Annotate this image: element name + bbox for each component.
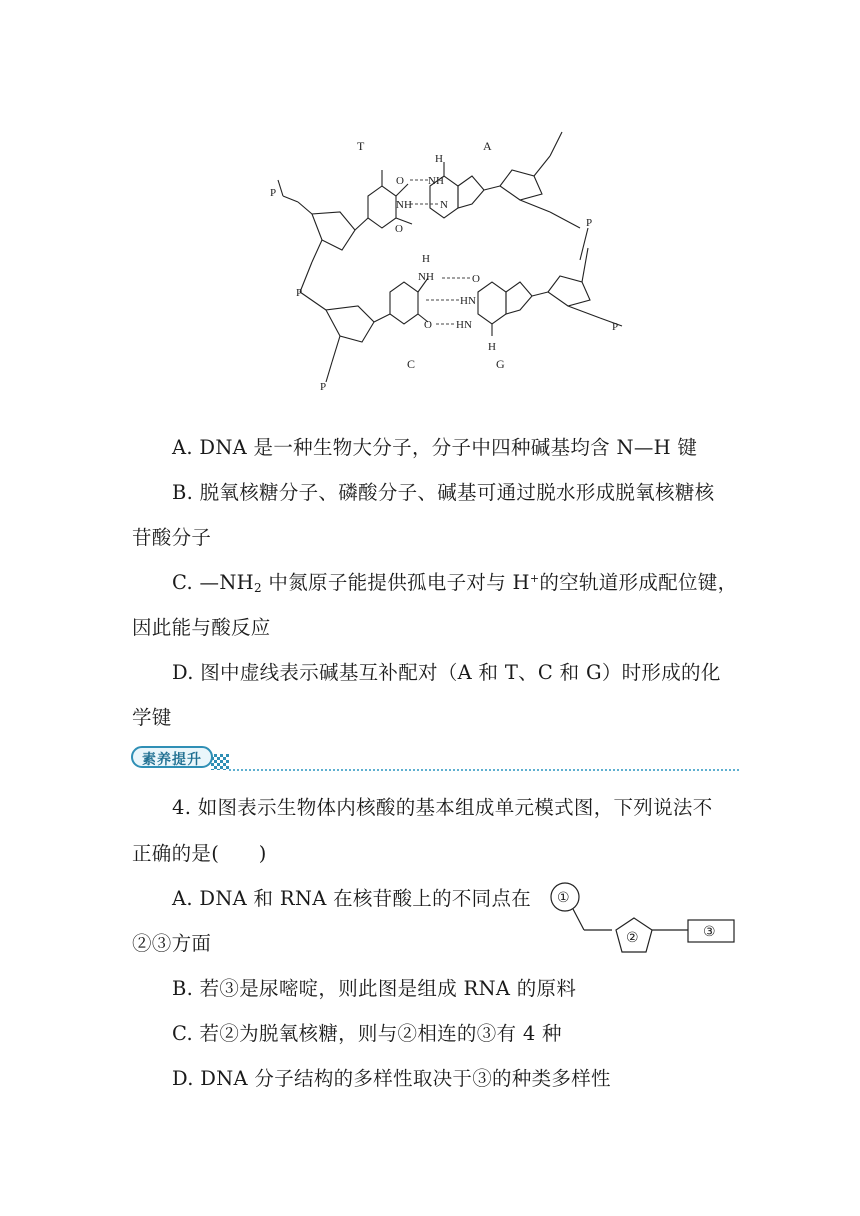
atom-p-mid-left: P [296,287,303,299]
sugar-label: ② [626,930,639,946]
dna-base-pair-figure [250,100,670,420]
atom-n-a: N [440,199,448,211]
label-a: A [483,139,492,153]
atom-h-top: H [435,153,443,165]
q3-c-sup: + [529,572,540,585]
q4-stem-line1: 4. 如图表示生物体内核酸的基本组成单元模式图，下列说法不 [172,796,713,819]
q3-option-a: A. DNA 是一种生物大分子，分子中四种碱基均含 N—H 键 [172,436,698,459]
phosphate-label: ① [557,890,570,906]
label-c: C [407,357,416,371]
atom-nh-top: NH [428,175,444,187]
label-t: T [357,139,365,153]
atom-o-t2: O [395,223,403,235]
atom-o-c: O [424,319,432,331]
q3-c-post: 的空轨道形成配位键， [539,571,738,594]
section-badge [131,746,213,768]
q4-stem-line2: 正确的是( ) [132,842,267,865]
atom-h-g: H [488,341,496,353]
q3-option-b-line1: B. 脱氧核糖分子、磷酸分子、碱基可通过脱水形成脱氧核糖核 [172,481,715,504]
section-banner [131,746,741,772]
q3-option-c-line1 [172,567,737,595]
q4-option-d: D. DNA 分子结构的多样性取决于③的种类多样性 [172,1067,611,1090]
q3-c-mid: 中氮原子能提供孤电子对与 H [261,571,530,594]
q3-option-d-line1: D. 图中虚线表示碱基互补配对（A 和 T、C 和 G）时形成的化 [172,661,721,684]
q3-option-b-line2: 苷酸分子 [132,526,212,549]
base-label: ③ [703,924,716,940]
checker-icon [211,754,229,770]
dotted-divider [229,769,739,771]
q4-option-c: C. 若②为脱氧核糖，则与②相连的③有 4 种 [172,1022,562,1045]
q4-option-a-line2: ②③方面 [132,932,212,955]
section-badge-label: 素养提升 [142,752,202,768]
q3-c-pre: C. —NH [172,571,254,594]
atom-nh-c: NH [418,271,434,283]
nucleotide-diagram [548,880,738,960]
atom-p-bottom-left: P [320,381,327,393]
atom-h-c: H [422,253,430,265]
atom-nh-t: NH [396,199,412,211]
q4-option-b: B. 若③是尿嘧啶，则此图是组成 RNA 的原料 [172,977,577,1000]
atom-p-top-left: P [270,187,277,199]
q3-option-c-line2: 因此能与酸反应 [132,616,271,639]
q3-option-d-line2: 学键 [132,706,172,729]
q3-c-sub: 2 [254,581,262,595]
atom-hn-g: HN [460,295,476,307]
atom-o-t: O [396,175,404,187]
atom-hn-g2: HN [456,319,472,331]
atom-o-g: O [472,273,480,285]
atom-p-top-right: P [586,217,593,229]
q4-option-a-line1: A. DNA 和 RNA 在核苷酸上的不同点在 [172,887,532,910]
label-g: G [496,357,505,371]
atom-p-bottom-right: P [612,321,619,333]
